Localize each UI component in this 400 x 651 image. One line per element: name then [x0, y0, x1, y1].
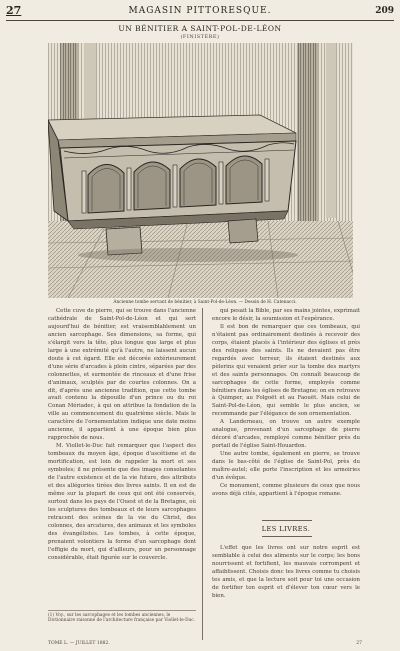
paragraph: Il est bon de remarquer que ces tombeaux, qui n'étaient pas ordinairement destinés à recevoir des corps, étaient placés à l'intérieur des églises et près des reliques des saints. Ils ne devaient pas être regardés avec terreur, ils étaient destinés aux pèlerins qui venaient prier sur la tombe des martyrs et des saints personnages. On connaît beaucoup de sarcophages de cette forme, employés comme bénitiers dans les églises de Bretagne; on en retrouve à Quimper, au Folgoët et au Faouët. Mais celui de Saint-Pol-de-Léon, qui semble le plus ancien, se recommande par l'élégance de son ornementation. — [212, 323, 360, 418]
paragraph: A Landerneau, on trouve un autre exemple analogue, provenant d'un sarcophage de pierre décoré d'arcades, remployé comme bénitier près du portail de l'église Saint-Houardon. — [212, 419, 360, 450]
column-divider — [202, 308, 203, 640]
article-subtitle: (FINISTÈRE) — [180, 34, 220, 40]
page-number: 209 — [375, 6, 394, 16]
sarcophagus-engraving — [48, 43, 353, 298]
section-body — [212, 545, 360, 637]
section-rule-top — [262, 520, 312, 521]
article-title: UN BÉNITIER A SAINT-POL-DE-LÉON — [118, 24, 282, 33]
paragraph: qui pesait la Bible, par ses mains jointes, exprimait encore le désir, la soumission et l'espérance. — [212, 308, 360, 322]
section-title: LES LIVRES. — [261, 525, 311, 533]
figure-caption: Ancienne tombe servant de bénitier, à Saint-Pol-de-Léon. — Dessin de H. Catenacci. — [113, 300, 297, 305]
page-header — [6, 4, 394, 21]
paragraph: L'effet que les livres ont sur notre esprit est semblable à celui des aliments sur le corps; les bons nourrissent et fortifient, les mauvais corrompent et affaiblissent. Choisis donc tes livres comme tu choisis tes amis, et que la lecture soit pour toi une occasion de fortifier ton esprit et d'élever ton cœur vers le bien. — [212, 545, 360, 599]
left-column — [48, 308, 196, 563]
issue-info: TOME L. — JUILLET 1882. — [48, 641, 110, 646]
page-marker: 27 — [6, 4, 22, 17]
signature-mark: 27 — [356, 641, 362, 646]
paragraph: Une autre tombe, également en pierre, se trouve dans le bas-côté de l'église de Saint-Pol, près du maître-autel; elle porte l'inscription et les armoiries d'un évêque. — [212, 451, 360, 482]
paragraph: Ce monument, comme plusieurs de ceux que nous avons déjà cités, appartient à l'époque romane. — [212, 482, 360, 497]
paragraph: Cette cuve de pierre, qui se trouve dans l'ancienne cathédrale de Saint-Pol-de-Léon et qui sert aujourd'hui de bénitier, est vraisemblablement un ancien sarcophage. Ses dimensions, sa forme, qui s'élargit vers la tête, plus longue que large et plus large à une extrémité qu'à l'autre, ne laissent aucun doute à cet égard. Elle est décorée extérieurement d'une série d'arcades à plein cintre, séparées par des colonnettes, et surmontée de rinceaux et d'une frise d'animaux, sculptés par de courtes colonnes. On a dit, d'après une ancienne tradition, que cette tombe avait contenu la dépouille d'un prince ou du roi Conan Mériadec, à qui on attribue la fondation de la ville au commencement du quatrième siècle. Mais le caractère de l'ornementation indique une date moins ancienne, il appartient à une époque bien plus rapprochée de nous. — [48, 308, 196, 442]
magazine-title: MAGASIN PITTORESQUE. — [128, 6, 272, 16]
section-rule-bottom — [262, 536, 312, 537]
engraving-illustration — [48, 43, 353, 298]
footnote: (1) Voy., sur les sarcophages et les tombes anciennes, le Dictionnaire raisonné de l'architecture française par Viollet-le-Duc. — [48, 610, 196, 624]
paragraph: M. Viollet-le-Duc fait remarquer que l'aspect des tombeaux du moyen âge, époque d'ascétisme et de mortification, est loin de rappeler la mort et ses symboles; il ne présente que des images consolantes de l'autre existence et de la vie future, des attributs et des allégories tirées des livres saints. Il en est de même sur la plupart de ceux qui ont été conservés, surtout dans les pays de l'Ouest et de la Bretagne, où les sculptures des tombeaux et de leurs sarcophages retracent des scènes de la vie du Christ, des colonnes, des arcatures, des animaux et les symboles des évangélistes. Les tombes, à cette époque, prenaient volontiers la forme d'un sarcophage dont l'effigie du mort, qui d'ailleurs, pour un personnage considérable, était figurée sur le couvercle. — [48, 443, 196, 561]
right-column — [212, 308, 360, 518]
